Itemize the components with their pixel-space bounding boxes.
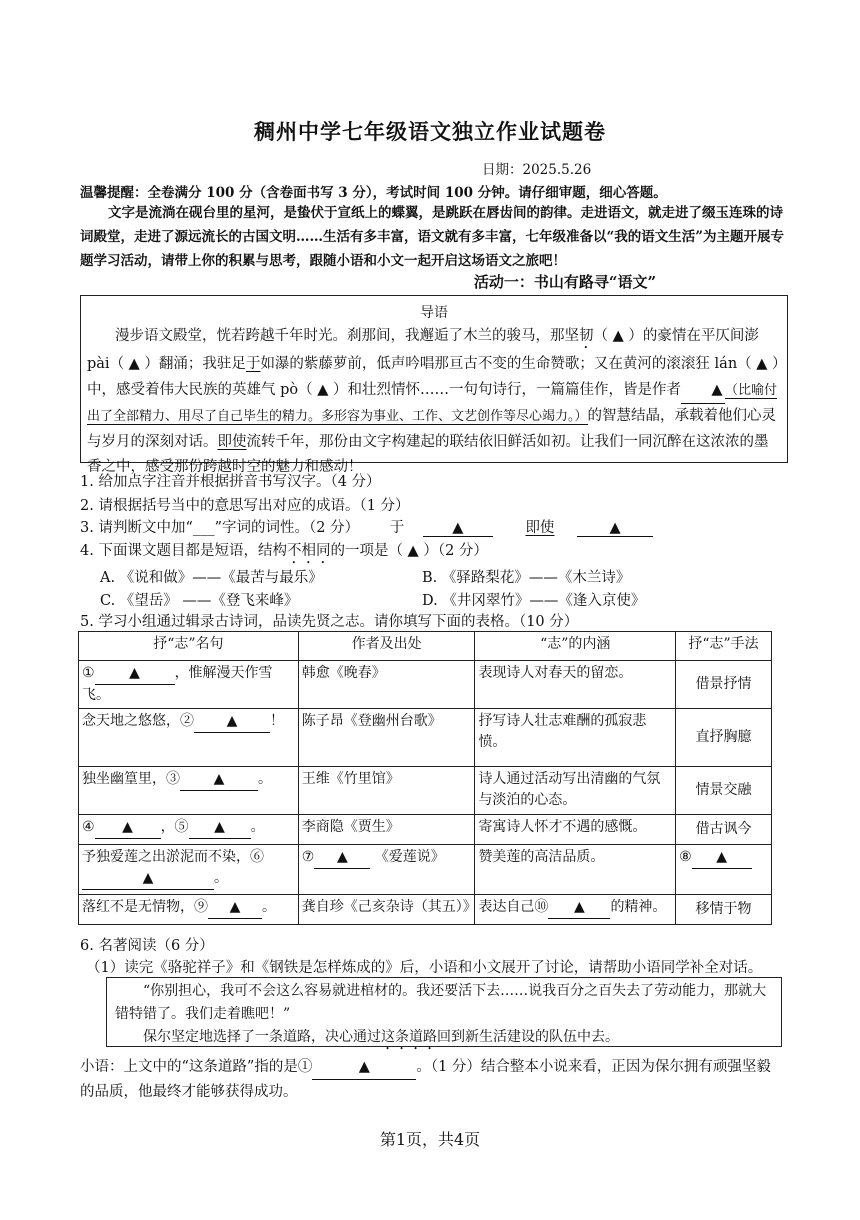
question-6: 6. 名著阅读（6 分） xyxy=(80,938,214,954)
table-row: 独坐幽篁里，③ ▲ 。 王维《竹里馆》 诗人通过活动写出清幽的气氛与淡泊的心态。 情景交融 xyxy=(79,767,772,815)
table-header: 作者及出处 xyxy=(298,632,475,661)
exam-date: 日期：2025.5.26 xyxy=(482,162,592,178)
answer-blank[interactable]: ▲ xyxy=(208,897,262,919)
pos-blank-1[interactable]: ▲ xyxy=(423,520,493,537)
question-6-1: （1）读完《骆驼祥子》和《钢铁是怎样炼成的》后，小语和小文展开了讨论，请帮助小语同学补全对话。 xyxy=(86,960,763,976)
question-1: 1. 给加点字注音并根据拼音书写汉字。（4 分） xyxy=(80,474,381,490)
table-row: ① ▲ ，惟解漫天作雪飞。 韩愈《晚春》 表现诗人对春天的留恋。 借景抒情 xyxy=(79,661,772,709)
option-d[interactable]: D. 《井冈翠竹》——《逢入京使》 xyxy=(422,593,646,609)
poetry-table xyxy=(78,631,772,925)
table-row: 予独爱莲之出淤泥而不染，⑥▲ 。 ⑦ ▲ 《爱莲说》 赞美莲的高洁品质。 ⑧ ▲ xyxy=(79,845,772,895)
answer-blank[interactable]: ▲ xyxy=(548,897,610,919)
idiom-hint: （比喻付出了全部精力、用尽了自己毕生的精力。多形容为事业、工作、文艺创作等尽心竭力。） xyxy=(87,382,778,424)
guide-text: 漫步语文殿堂，恍若跨越千年时光。刹那间，我邂逅了木兰的骏马，那坚韧（ ▲ ）的豪情在平仄间澎 pài（ ▲ ）翻涌；我驻足于如瀑的紫藤萝前，低声吟唱那亘古不变的生命赞歌；又在黄河的滚滚狂 lán（ ▲ ）中，感受着伟大民族的英雄气 pò（ ▲ ）和壮烈情怀……一句句诗行，一篇篇佳作，皆是作者 ▲ （比喻付出了全部精力、用尽了自己毕生的精力。多形容为事业、工作、文艺创作等尽心竭力。）的智慧结晶，承载着他们心灵与岁月的深刻对话。即使流转千年，那份由文字构建起的联结依旧鲜活如初。让我们一同沉醉在这浓浓的墨香之中，感受那份跨越时空的魅力和感动！ xyxy=(87,328,780,475)
answer-line: 小语：上文中的“这条道路”指的是① ▲ 。（1 分）结合整本小说来看，正因为保尔拥有顽强坚毅的品质，他最终才能够获得成功。 xyxy=(80,1055,780,1104)
paper-title: 稠州中学七年级语文独立作业试题卷 xyxy=(254,119,606,144)
page-number: 第1页，共4页 xyxy=(379,1130,481,1149)
answer-blank[interactable]: ▲ xyxy=(95,663,175,685)
quote-text: “你别担心，我可不会这么容易就进棺材的。我还要活下去……说我百分之百失去了劳动能力，那就大错特错了。我们走着瞧吧！” xyxy=(115,983,767,1022)
pos-blank-2[interactable]: ▲ xyxy=(577,520,653,537)
guide-heading: 导语 xyxy=(420,305,448,321)
option-a[interactable]: A. 《说和做》——《最苦与最乐》 xyxy=(100,570,323,586)
idiom-blank[interactable]: ▲ xyxy=(681,378,725,405)
quote-box xyxy=(106,977,782,1047)
question-2: 2. 请根据括号当中的意思写出对应的成语。（1 分） xyxy=(80,498,410,514)
table-row: ④ ▲ ，⑤ ▲ 。 李商隐《贾生》 寄寓诗人怀才不遇的感慨。 借古讽今 xyxy=(79,815,772,845)
activity-title: 活动一：书山有路寻“语文” xyxy=(473,273,657,291)
answer-blank[interactable]: ▲ xyxy=(82,868,214,890)
question-5: 5. 学习小组通过辑录古诗词，品读先贤之志。请你填写下面的表格。（10 分） xyxy=(80,614,579,630)
dotted-char: 韧 xyxy=(579,328,594,344)
answer-blank[interactable]: ▲ xyxy=(314,847,370,869)
exam-tip: 温馨提醒：全卷满分 100 分（含卷面书写 3 分），考试时间 100 分钟。请仔细审题，细心答题。 xyxy=(80,185,667,201)
table-row: 念天地之悠悠，② ▲ ！ 陈子昂《登幽州台歌》 抒写诗人壮志难酬的孤寂悲愤。 直抒胸臆 xyxy=(79,709,772,767)
table-header: “志”的内涵 xyxy=(475,632,676,661)
table-header-row xyxy=(79,632,772,661)
answer-blank[interactable]: ▲ xyxy=(194,711,270,733)
intro-paragraph: 文字是流淌在砚台里的星河，是蛰伏于宣纸上的蝶翼，是跳跃在唇齿间的韵律。走进语文，就走进了缀玉连珠的诗词殿堂，走进了源远流长的古国文明……生活有多丰富，语文就有多丰富，七年级准备以“我的语文生活”为主题开展专题学习活动，请带上你的积累与思考，跟随小语和小文一起开启这场语文之旅吧！ xyxy=(80,205,785,269)
question-3: 3. 请判断文中加“___”字词的词性。（2 分） 于 ▲ 即使 ▲ xyxy=(80,516,653,537)
answer-blank[interactable]: ▲ xyxy=(95,817,161,839)
table-header: 抒“志”名句 xyxy=(79,632,299,661)
answer-blank[interactable]: ▲ xyxy=(189,817,251,839)
answer-blank[interactable]: ▲ xyxy=(692,847,752,869)
question-4: 4. 下面课文题目都是短语，结构不相同的一项是（ ▲ ）（2 分） xyxy=(80,543,488,559)
answer-blank[interactable]: ▲ xyxy=(312,1055,416,1080)
answer-blank[interactable]: ▲ xyxy=(180,769,258,791)
option-c[interactable]: C. 《望岳》 ——《登飞来峰》 xyxy=(100,593,299,609)
underlined-word: 于 xyxy=(245,356,261,372)
quote-text-2: 保尔坚定地选择了一条道路，决心通过这条道路回到新生活建设的队伍中去。 xyxy=(143,1029,619,1045)
table-row: 落红不是无情物，⑨ ▲ 。 龚自珍《己亥杂诗（其五）》 表达自己⑩ ▲ 的精神。 移情于物 xyxy=(79,895,772,925)
underlined-word: 即使 xyxy=(217,433,247,450)
option-b[interactable]: B. 《驿路梨花》——《木兰诗》 xyxy=(422,570,631,586)
table-header: 抒“志”手法 xyxy=(676,632,772,661)
guide-box xyxy=(80,295,788,475)
